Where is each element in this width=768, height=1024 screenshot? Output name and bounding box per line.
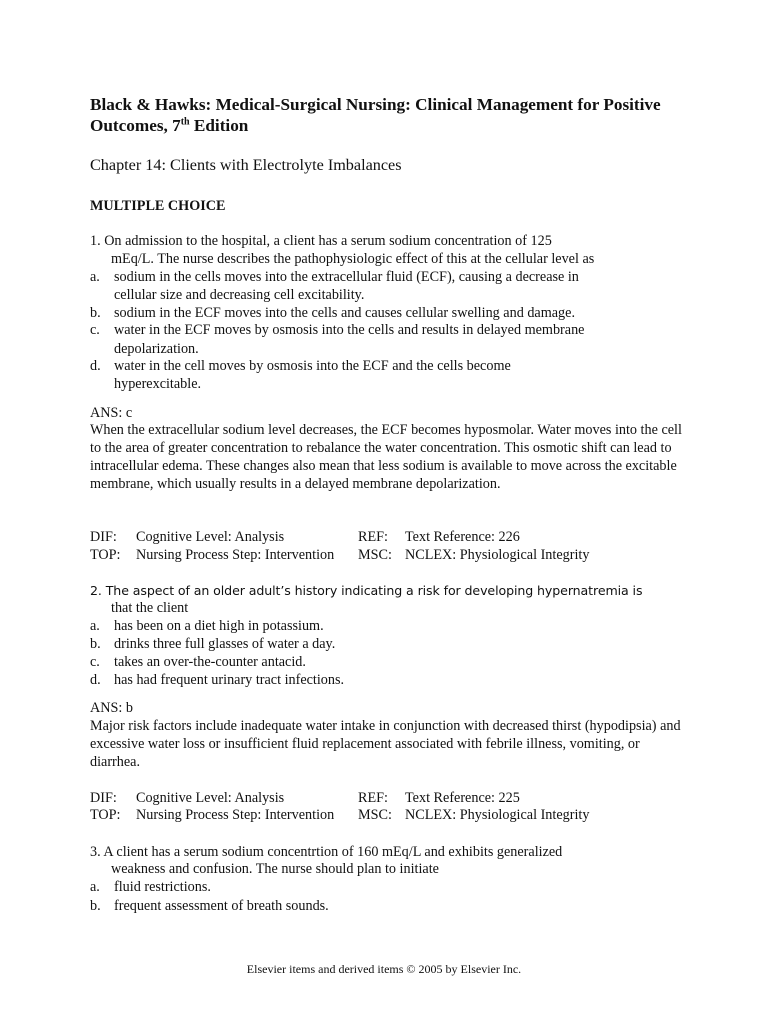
- option-letter: b.: [90, 305, 101, 321]
- top-value: Nursing Process Step: Intervention: [136, 807, 335, 823]
- answer-key: ANS: b: [90, 700, 133, 716]
- option-letter: a.: [90, 269, 100, 285]
- option-text: sodium in the ECF moves into the cells and causes cellular swelling and damage.: [114, 305, 575, 321]
- chapter-heading: Chapter 14: Clients with Electrolyte Imbalances: [90, 156, 402, 174]
- msc-label: MSC:: [358, 547, 392, 563]
- option-text: water in the cell moves by osmosis into the ECF and the cells become: [114, 358, 511, 374]
- title-main: Black & Hawks: Medical-Surgical Nursing: Clinical Management for Positive Outcomes, 7: [90, 95, 661, 135]
- answer-key: ANS: c: [90, 405, 133, 421]
- top-value: Nursing Process Step: Intervention: [136, 547, 335, 563]
- option-letter: a.: [90, 879, 100, 895]
- dif-label: DIF:: [90, 790, 117, 806]
- answer-rationale: Major risk factors include inadequate water intake in conjunction with decreased thirst (hypodipsia) and excessive water loss or insufficient fluid replacement associated with febrile illness, vomiting, or diarrhea.: [90, 718, 681, 770]
- option-text: takes an over-the-counter antacid.: [114, 654, 306, 670]
- option-text: cellular size and decreasing cell excitability.: [114, 287, 365, 303]
- page-footer: Elsevier items and derived items © 2005 by Elsevier Inc.: [246, 962, 522, 976]
- dif-value: Cognitive Level: Analysis: [136, 529, 285, 545]
- option-text: frequent assessment of breath sounds.: [114, 898, 329, 914]
- option-text: fluid restrictions.: [114, 879, 211, 895]
- option-text: water in the ECF moves by osmosis into the cells and results in delayed membrane: [114, 322, 585, 338]
- msc-value: NCLEX: Physiological Integrity: [405, 807, 590, 823]
- ref-label: REF:: [358, 790, 388, 806]
- dif-value: Cognitive Level: Analysis: [136, 790, 285, 806]
- option-letter: b.: [90, 636, 101, 652]
- option-text: has had frequent urinary tract infections.: [114, 672, 345, 688]
- option-text: drinks three full glasses of water a day.: [114, 636, 336, 652]
- option-text: depolarization.: [114, 341, 199, 357]
- ref-value: Text Reference: 226: [405, 529, 520, 545]
- question-stem-line: that the client: [111, 600, 189, 616]
- section-heading: MULTIPLE CHOICE: [90, 198, 226, 214]
- option-text: has been on a diet high in potassium.: [114, 618, 324, 634]
- question-stem-line: mEq/L. The nurse describes the pathophysiologic effect of this at the cellular level as: [111, 251, 595, 267]
- msc-value: NCLEX: Physiological Integrity: [405, 547, 590, 563]
- top-label: TOP:: [90, 807, 121, 823]
- question-stem-line: 3. A client has a serum sodium concentrtion of 160 mEq/L and exhibits generalized: [90, 844, 563, 860]
- ref-label: REF:: [358, 529, 388, 545]
- option-letter: c.: [90, 654, 100, 670]
- option-text: sodium in the cells moves into the extracellular fluid (ECF), causing a decrease in: [114, 269, 579, 285]
- dif-label: DIF:: [90, 529, 117, 545]
- title-superscript: th: [180, 116, 190, 128]
- title-tail: Edition: [189, 116, 249, 135]
- option-letter: b.: [90, 898, 101, 914]
- option-letter: c.: [90, 322, 100, 338]
- document-title: [90, 94, 690, 136]
- question-stem-line: 2. The aspect of an older adult’s history indicating a risk for developing hypernatremia is: [90, 583, 643, 598]
- msc-label: MSC:: [358, 807, 392, 823]
- question-stem-line: weakness and confusion. The nurse should plan to initiate: [111, 861, 439, 877]
- option-letter: a.: [90, 618, 100, 634]
- option-letter: d.: [90, 358, 101, 374]
- answer-rationale: When the extracellular sodium level decreases, the ECF becomes hyposmolar. Water moves into the cell to the area of greater concentration to rebalance the water concentration. This osmotic shift can lead to intracellular edema. These changes also mean that less sodium is available to move across the excitable membrane, which usually results in a delayed membrane depolarization.: [90, 422, 682, 492]
- ref-value: Text Reference: 225: [405, 790, 520, 806]
- option-letter: d.: [90, 672, 101, 688]
- top-label: TOP:: [90, 547, 121, 563]
- option-text: hyperexcitable.: [114, 376, 202, 392]
- question-stem-line: 1. On admission to the hospital, a client has a serum sodium concentration of 125: [90, 233, 552, 249]
